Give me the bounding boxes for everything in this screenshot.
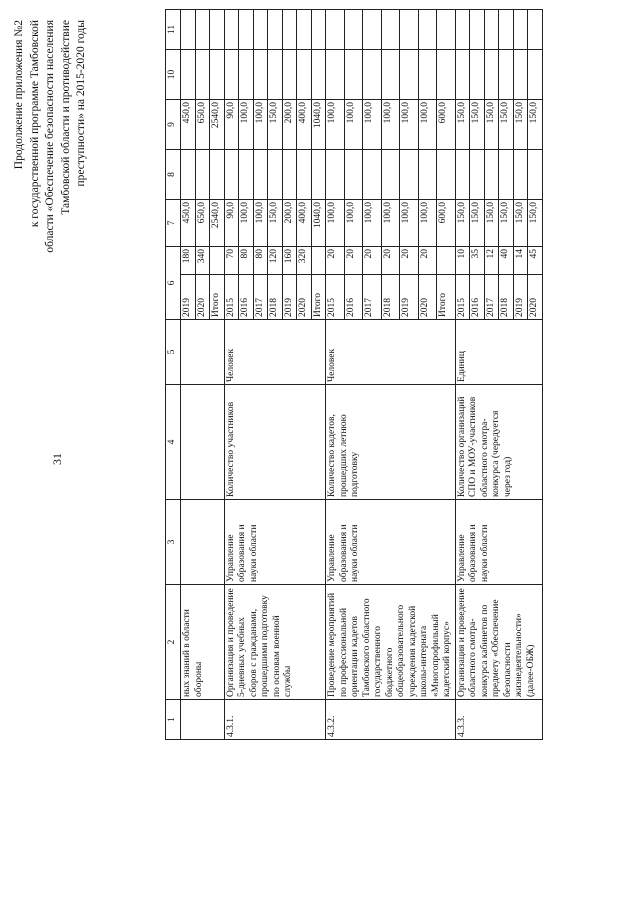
federal-budget-cell (253, 150, 268, 200)
indicator-value-cell: 120 (268, 247, 283, 275)
annex-header (12, 20, 90, 500)
local-budget-cell (239, 50, 254, 100)
column-number: 2 (166, 585, 181, 700)
total-funding-cell: 100,0 (418, 200, 437, 247)
indicator-value-cell: 320 (297, 247, 312, 275)
header-line: к государственной программе Тамбовской (28, 20, 41, 228)
federal-budget-cell (400, 150, 419, 200)
federal-budget-cell (239, 150, 254, 200)
year-cell: 2020 (195, 275, 210, 320)
year-cell: 2018 (268, 275, 283, 320)
local-budget-cell (499, 50, 514, 100)
indicator-cell: Количество участников (224, 385, 326, 500)
other-sources-cell (344, 10, 363, 50)
federal-budget-cell (455, 150, 470, 200)
federal-budget-cell (311, 150, 326, 200)
regional-budget-cell: 150,0 (513, 100, 528, 150)
measure-number-cell (181, 700, 225, 740)
federal-budget-cell (195, 150, 210, 200)
federal-budget-cell (363, 150, 382, 200)
local-budget-cell (195, 50, 210, 100)
regional-budget-cell: 150,0 (470, 100, 485, 150)
total-funding-cell: 150,0 (513, 200, 528, 247)
federal-budget-cell (418, 150, 437, 200)
total-funding-cell: 150,0 (484, 200, 499, 247)
regional-budget-cell: 450,0 (181, 100, 196, 150)
indicator-cell: Количество организаций СПО и МОУ-участников областного смотра-конкурса (чередуется через год) (455, 385, 542, 500)
unit-cell: Человек (224, 320, 326, 385)
other-sources-cell (326, 10, 345, 50)
local-budget-cell (437, 50, 456, 100)
unit-cell: Человек (326, 320, 456, 385)
other-sources-cell (195, 10, 210, 50)
other-sources-cell (455, 10, 470, 50)
indicator-value-cell: 20 (381, 247, 400, 275)
total-funding-cell: 150,0 (528, 200, 543, 247)
indicator-value-cell: 340 (195, 247, 210, 275)
other-sources-cell (181, 10, 196, 50)
year-cell: 2015 (224, 275, 239, 320)
local-budget-cell (484, 50, 499, 100)
other-sources-cell (484, 10, 499, 50)
regional-budget-cell: 200,0 (282, 100, 297, 150)
year-cell: Итого (210, 275, 225, 320)
local-budget-cell (455, 50, 470, 100)
local-budget-cell (282, 50, 297, 100)
executor-cell: Управление образования и науки области (455, 500, 542, 585)
year-cell: 2018 (381, 275, 400, 320)
indicator-value-cell: 20 (400, 247, 419, 275)
regional-budget-cell: 150,0 (499, 100, 514, 150)
local-budget-cell (224, 50, 239, 100)
measure-name-cell: Проведение мероприятий по профессиональной ориентации кадетов Тамбовского областного государственного бюджетного общеобразовательного учреждения кадетской школы-интерната «Многопрофильный кадетский корпус» (326, 585, 456, 700)
federal-budget-cell (326, 150, 345, 200)
total-funding-cell: 400,0 (297, 200, 312, 247)
regional-budget-cell: 150,0 (528, 100, 543, 150)
year-cell: 2020 (418, 275, 437, 320)
federal-budget-cell (513, 150, 528, 200)
measure-name-cell: Организация и проведение областного смотра-конкурса кабинетов по предмету «Обеспечение безопасности жизнедеятельности» (далее-ОБЖ) (455, 585, 542, 700)
measure-name-cell: ных знаний в области обороны (181, 585, 225, 700)
executor-cell: Управление образования и науки области (224, 500, 326, 585)
local-budget-cell (210, 50, 225, 100)
local-budget-cell (253, 50, 268, 100)
regional-budget-cell: 100,0 (253, 100, 268, 150)
measure-number-cell: 4.3.3. (455, 700, 542, 740)
unit-cell: Единиц (455, 320, 542, 385)
other-sources-cell (513, 10, 528, 50)
indicator-value-cell: 40 (499, 247, 514, 275)
total-funding-cell: 650,0 (195, 200, 210, 247)
federal-budget-cell (381, 150, 400, 200)
other-sources-cell (297, 10, 312, 50)
page-number: 31 (50, 453, 64, 465)
indicator-value-cell (311, 247, 326, 275)
local-budget-cell (326, 50, 345, 100)
local-budget-cell (344, 50, 363, 100)
measure-number-cell: 4.3.2. (326, 700, 456, 740)
header-line: области «Обеспечение безопасности населения (44, 20, 56, 253)
federal-budget-cell (437, 150, 456, 200)
other-sources-cell (268, 10, 283, 50)
indicator-value-cell: 20 (344, 247, 363, 275)
local-budget-cell (381, 50, 400, 100)
total-funding-cell: 100,0 (363, 200, 382, 247)
total-funding-cell: 150,0 (268, 200, 283, 247)
other-sources-cell (224, 10, 239, 50)
table-row (326, 10, 345, 740)
total-funding-cell: 2540,0 (210, 200, 225, 247)
total-funding-cell: 450,0 (181, 200, 196, 247)
regional-budget-cell: 100,0 (400, 100, 419, 150)
year-cell: 2015 (326, 275, 345, 320)
program-measures-table (165, 9, 543, 740)
indicator-cell (181, 385, 225, 500)
year-cell: Итого (437, 275, 456, 320)
regional-budget-cell: 150,0 (268, 100, 283, 150)
federal-budget-cell (297, 150, 312, 200)
other-sources-cell (210, 10, 225, 50)
year-cell: 2016 (470, 275, 485, 320)
column-number: 11 (166, 10, 181, 50)
total-funding-cell: 100,0 (253, 200, 268, 247)
column-number: 6 (166, 247, 181, 320)
regional-budget-cell: 100,0 (418, 100, 437, 150)
header-line: Продолжение приложения №2 (13, 20, 25, 170)
regional-budget-cell: 1040,0 (311, 100, 326, 150)
indicator-value-cell: 10 (455, 247, 470, 275)
year-cell: 2017 (484, 275, 499, 320)
table-body (181, 10, 543, 740)
year-cell: 2020 (528, 275, 543, 320)
local-budget-cell (297, 50, 312, 100)
local-budget-cell (513, 50, 528, 100)
regional-budget-cell: 600,0 (437, 100, 456, 150)
indicator-value-cell: 20 (363, 247, 382, 275)
column-number-row (166, 10, 181, 740)
total-funding-cell: 90,0 (224, 200, 239, 247)
other-sources-cell (470, 10, 485, 50)
federal-budget-cell (181, 150, 196, 200)
year-cell: 2016 (239, 275, 254, 320)
regional-budget-cell: 100,0 (344, 100, 363, 150)
measure-name-cell: Организация и проведение 5-дневных учебных сборов с гражданами, прошедшими подготовку по основам военной службы (224, 585, 326, 700)
total-funding-cell: 150,0 (470, 200, 485, 247)
column-number: 1 (166, 700, 181, 740)
local-budget-cell (311, 50, 326, 100)
indicator-value-cell: 70 (224, 247, 239, 275)
column-number: 10 (166, 50, 181, 100)
federal-budget-cell (344, 150, 363, 200)
indicator-value-cell: 45 (528, 247, 543, 275)
indicator-value-cell (437, 247, 456, 275)
regional-budget-cell: 2540,0 (210, 100, 225, 150)
regional-budget-cell: 100,0 (381, 100, 400, 150)
total-funding-cell: 100,0 (381, 200, 400, 247)
indicator-value-cell: 80 (239, 247, 254, 275)
local-budget-cell (363, 50, 382, 100)
table-row (224, 10, 239, 740)
year-cell: 2016 (344, 275, 363, 320)
executor-cell (181, 500, 225, 585)
unit-cell (181, 320, 225, 385)
local-budget-cell (528, 50, 543, 100)
table-row (181, 10, 196, 740)
other-sources-cell (381, 10, 400, 50)
other-sources-cell (528, 10, 543, 50)
regional-budget-cell: 150,0 (455, 100, 470, 150)
total-funding-cell: 100,0 (344, 200, 363, 247)
indicator-value-cell: 14 (513, 247, 528, 275)
indicator-value-cell: 12 (484, 247, 499, 275)
year-cell: 2015 (455, 275, 470, 320)
federal-budget-cell (499, 150, 514, 200)
total-funding-cell: 600,0 (437, 200, 456, 247)
local-budget-cell (470, 50, 485, 100)
column-number: 4 (166, 385, 181, 500)
column-number: 8 (166, 150, 181, 200)
total-funding-cell: 150,0 (499, 200, 514, 247)
year-cell: Итого (311, 275, 326, 320)
indicator-value-cell: 20 (418, 247, 437, 275)
column-number: 7 (166, 200, 181, 247)
header-line: преступности» на 2015-2020 годы (75, 20, 87, 187)
total-funding-cell: 1040,0 (311, 200, 326, 247)
year-cell: 2020 (297, 275, 312, 320)
federal-budget-cell (268, 150, 283, 200)
column-number: 9 (166, 100, 181, 150)
regional-budget-cell: 100,0 (363, 100, 382, 150)
other-sources-cell (239, 10, 254, 50)
federal-budget-cell (210, 150, 225, 200)
local-budget-cell (181, 50, 196, 100)
other-sources-cell (499, 10, 514, 50)
other-sources-cell (282, 10, 297, 50)
total-funding-cell: 100,0 (326, 200, 345, 247)
indicator-value-cell: 180 (181, 247, 196, 275)
indicator-value-cell: 35 (470, 247, 485, 275)
other-sources-cell (437, 10, 456, 50)
other-sources-cell (400, 10, 419, 50)
other-sources-cell (253, 10, 268, 50)
local-budget-cell (400, 50, 419, 100)
column-number: 3 (166, 500, 181, 585)
indicator-value-cell (210, 247, 225, 275)
table-row (455, 10, 470, 740)
indicator-value-cell: 160 (282, 247, 297, 275)
year-cell: 2019 (181, 275, 196, 320)
other-sources-cell (363, 10, 382, 50)
other-sources-cell (418, 10, 437, 50)
regional-budget-cell: 400,0 (297, 100, 312, 150)
total-funding-cell: 200,0 (282, 200, 297, 247)
regional-budget-cell: 100,0 (239, 100, 254, 150)
federal-budget-cell (224, 150, 239, 200)
column-number: 5 (166, 320, 181, 385)
federal-budget-cell (470, 150, 485, 200)
year-cell: 2017 (253, 275, 268, 320)
year-cell: 2019 (400, 275, 419, 320)
indicator-value-cell: 20 (326, 247, 345, 275)
local-budget-cell (418, 50, 437, 100)
total-funding-cell: 150,0 (455, 200, 470, 247)
total-funding-cell: 100,0 (239, 200, 254, 247)
local-budget-cell (268, 50, 283, 100)
federal-budget-cell (528, 150, 543, 200)
federal-budget-cell (484, 150, 499, 200)
regional-budget-cell: 100,0 (326, 100, 345, 150)
header-line: Тамбовской области и противодействие (59, 20, 72, 215)
year-cell: 2019 (513, 275, 528, 320)
executor-cell: Управление образования и науки области (326, 500, 456, 585)
regional-budget-cell: 150,0 (484, 100, 499, 150)
indicator-cell: Количество кадетов, прошедших летнюю подготовку (326, 385, 456, 500)
year-cell: 2018 (499, 275, 514, 320)
total-funding-cell: 100,0 (400, 200, 419, 247)
year-cell: 2017 (363, 275, 382, 320)
regional-budget-cell: 650,0 (195, 100, 210, 150)
other-sources-cell (311, 10, 326, 50)
regional-budget-cell: 90,0 (224, 100, 239, 150)
indicator-value-cell: 80 (253, 247, 268, 275)
federal-budget-cell (282, 150, 297, 200)
year-cell: 2019 (282, 275, 297, 320)
measure-number-cell: 4.3.1. (224, 700, 326, 740)
